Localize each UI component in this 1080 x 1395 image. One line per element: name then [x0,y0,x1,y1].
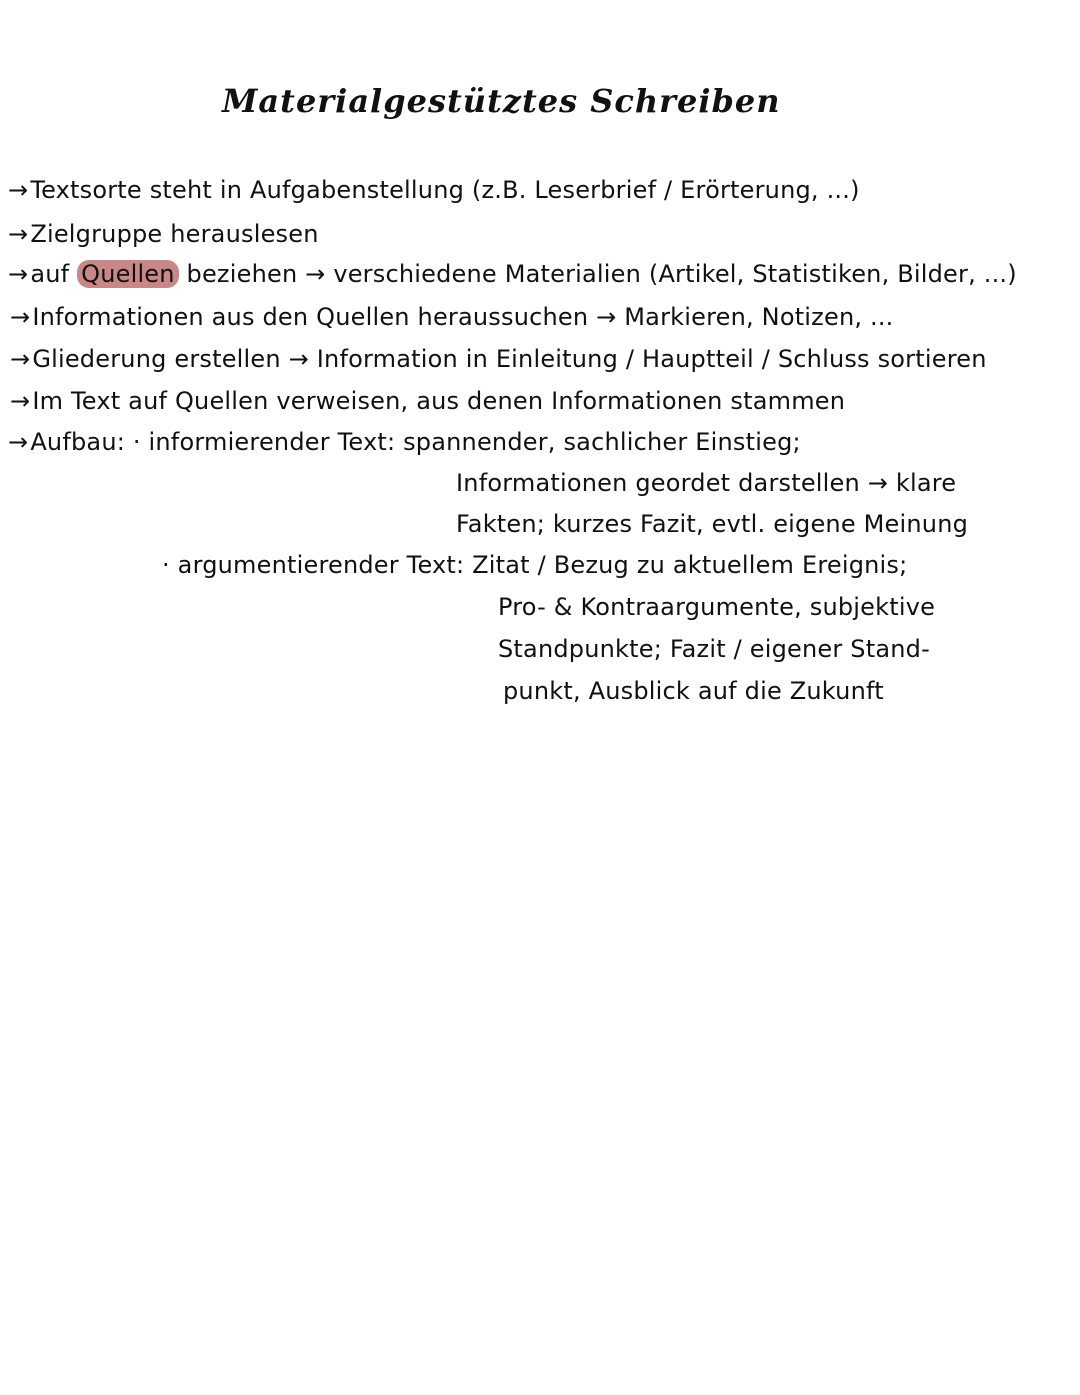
note-text-post: beziehen → verschiedene Materialien (Artikel, Statistiken, Bilder, ...) [178,260,1017,288]
argumentierend-line: Standpunkte; Fazit / eigener Stand- [498,635,930,663]
note-line-textsorte [8,175,860,205]
highlighted-word: Quellen [77,260,179,288]
note-text: Textsorte steht in Aufgabenstellung (z.B. Leserbrief / Erörterung, ...) [30,176,860,204]
informierend-label: · informierender Text: [132,428,396,456]
arrow-icon: → [10,387,31,415]
arrow-icon: → [10,303,31,331]
note-text: Informationen aus den Quellen heraussuchen → Markieren, Notizen, ... [32,303,894,331]
arrow-icon: → [8,260,29,288]
note-line-verweisen [10,386,845,416]
note-line-gliederung [10,344,987,374]
note-text: Im Text auf Quellen verweisen, aus denen Informationen stammen [32,387,846,415]
arrow-icon: → [8,176,29,204]
arrow-icon: → [8,220,29,248]
aufbau-label: Aufbau: [30,428,126,456]
arrow-icon: → [10,345,31,373]
argumentierend-line: Zitat / Bezug zu aktuellem Ereignis; [472,551,908,579]
note-text: Zielgruppe herauslesen [30,220,319,248]
argumentierend-line: Pro- & Kontraargumente, subjektive [498,593,936,621]
informierend-line: Informationen geordet darstellen → klare [456,469,957,497]
argumentierend-label: · argumentierender Text: [162,551,465,579]
argumentierend-line: punkt, Ausblick auf die Zukunft [503,677,884,705]
note-text: Gliederung erstellen → Information in Einleitung / Hauptteil / Schluss sortieren [32,345,987,373]
arrow-icon: → [8,428,29,456]
note-line-quellen [8,259,1017,289]
note-line-aufbau [8,427,801,457]
page-title: Materialgestütztes Schreiben [222,82,781,120]
note-text-pre: auf [30,260,78,288]
note-line-informationen [10,302,894,332]
note-line-argumentierend [162,550,907,580]
informierend-line: Fakten; kurzes Fazit, evtl. eigene Meinung [456,510,969,538]
informierend-line: spannender, sachlicher Einstieg; [403,428,801,456]
note-line-zielgruppe [8,219,319,249]
